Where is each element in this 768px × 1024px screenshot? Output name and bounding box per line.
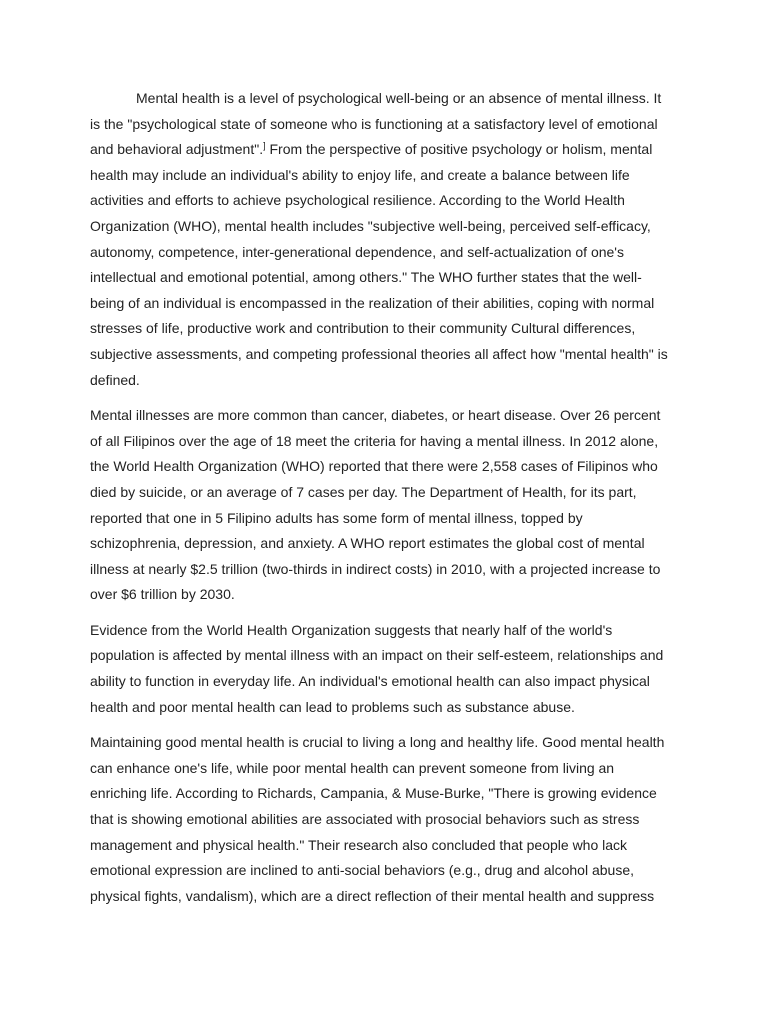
paragraph-1-text-b: From the perspective of positive psychology or holism, mental health may include an individual's ability to enjoy life, and create a balance between life activities and efforts to achieve psychological resilience. According to the World Health Organization (WHO), mental health includes "subjective well-being, perceived self-efficacy, autonomy, competence, inter-generational dependence, and self-actualization of one's intellectual and emotional potential, among others." The WHO further states that the well-being of an individual is encompassed in the realization of their abilities, coping with normal stresses of life, productive work and contribution to their community Cultural differences, subjective assessments, and competing professional theories all affect how "mental health" is defined. bbox=[90, 141, 668, 388]
paragraph-1-text-a: Mental health is a level of psychological well-being or an absence of mental illness. It is the "psychological state of someone who is functioning at a satisfactory level of emotional and behavioral adjustment". bbox=[90, 90, 662, 158]
footnote-marker: ] bbox=[263, 140, 266, 151]
paragraph-1 bbox=[90, 86, 673, 393]
paragraph-2: Mental illnesses are more common than cancer, diabetes, or heart disease. Over 26 percent of all Filipinos over the age of 18 meet the criteria for having a mental illness. In 2012 alone, the World Health Organization (WHO) reported that there were 2,558 cases of Filipinos who died by suicide, or an average of 7 cases per day. The Department of Health, for its part, reported that one in 5 Filipino adults has some form of mental illness, topped by schizophrenia, depression, and anxiety. A WHO report estimates the global cost of mental illness at nearly $2.5 trillion (two-thirds in indirect costs) in 2010, with a projected increase to over $6 trillion by 2030. bbox=[90, 407, 661, 603]
paragraph-3: Evidence from the World Health Organization suggests that nearly half of the world's population is affected by mental illness with an impact on their self-esteem, relationships and ability to function in everyday life. An individual's emotional health can also impact physical health and poor mental health can lead to problems such as substance abuse. bbox=[90, 621, 664, 715]
paragraph-4: Maintaining good mental health is crucial to living a long and healthy life. Good mental health can enhance one's life, while poor mental health can prevent someone from living an enriching life. According to Richards, Campania, & Muse-Burke, "There is growing evidence that is showing emotional abilities are associated with prosocial behaviors such as stress management and physical health." Their research also concluded that people who lack emotional expression are inclined to anti-social behaviors (e.g., drug and alcohol abuse, physical fights, vandalism), which are a direct reflection of their mental health and suppress bbox=[90, 734, 665, 904]
